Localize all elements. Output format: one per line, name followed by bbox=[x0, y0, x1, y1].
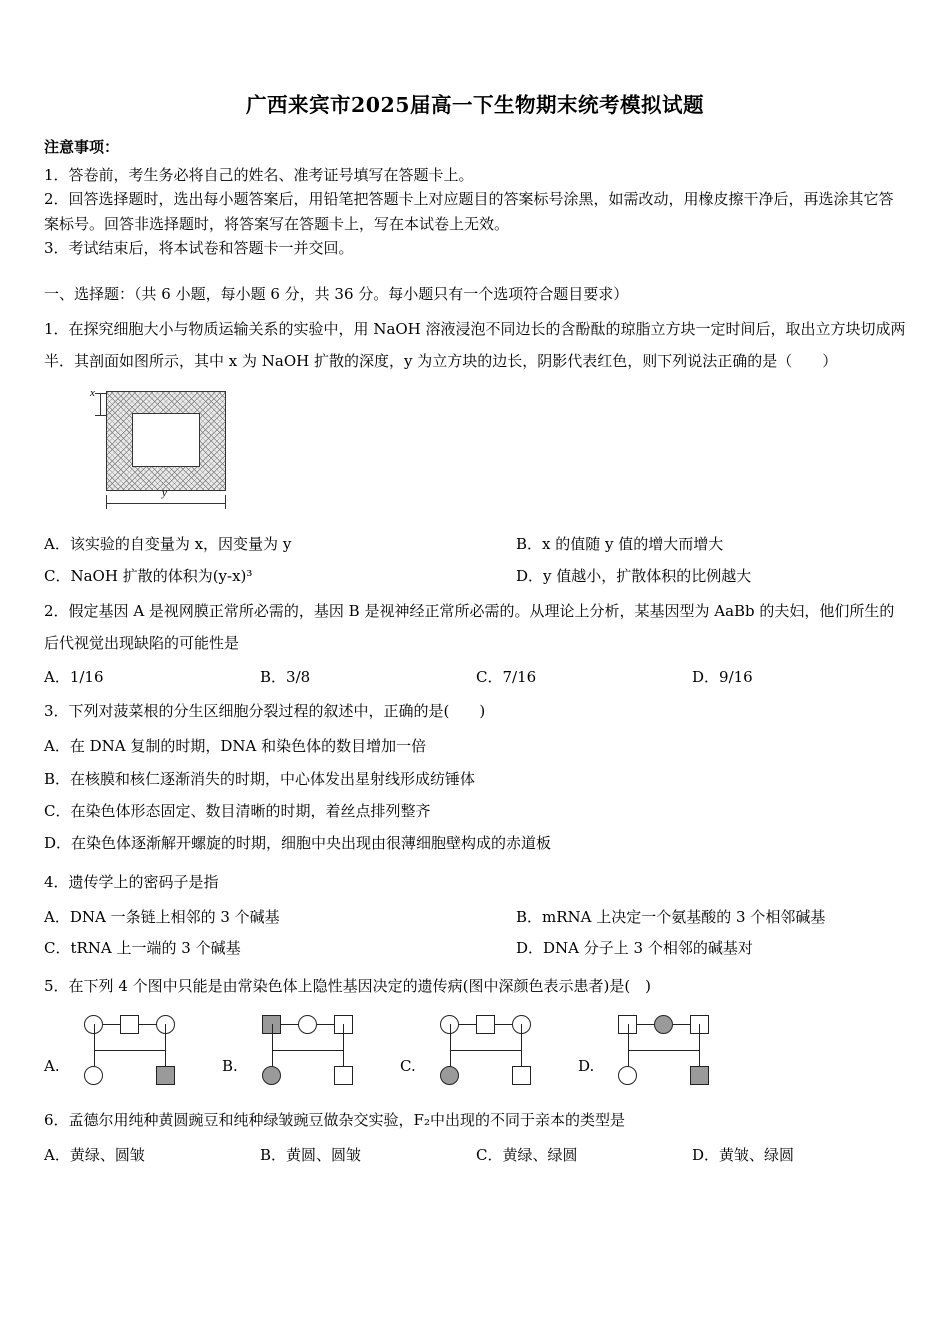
notice-item-2: 2．回答选择题时，选出每小题答案后，用铅笔把答题卡上对应题目的答案标号涂黑，如需改动，用橡皮擦干净后，再选涂其它答案标号。回答非选择题时，将答案写在答题卡上，写在本试卷上无效。 bbox=[44, 190, 894, 233]
ped-d-line-5 bbox=[628, 1050, 700, 1051]
question-4-stem: 遗传学上的密码子是指 bbox=[68, 873, 219, 892]
question-2-option-d: D．9/16 bbox=[692, 668, 753, 687]
ped-d-line-4 bbox=[699, 1024, 700, 1050]
ped-b-line-4 bbox=[343, 1024, 344, 1050]
question-2-number: 2． bbox=[44, 602, 69, 621]
question-4 bbox=[44, 869, 908, 895]
question-3-option-a: A．在 DNA 复制的时期，DNA 和染色体的数目增加一倍 bbox=[44, 737, 427, 756]
ped-c-female-affected bbox=[440, 1066, 459, 1085]
ped-a-line-7 bbox=[165, 1050, 166, 1066]
question-4-options bbox=[44, 902, 908, 965]
section-heading-choice: 一、选择题：（共 6 小题，每小题 6 分，共 36 分。每小题只有一个选项符合题目要求） bbox=[44, 285, 629, 304]
ped-b-line-2 bbox=[317, 1024, 334, 1025]
pedigree-b bbox=[254, 1013, 378, 1091]
question-1-options bbox=[44, 529, 908, 592]
pedigree-figures bbox=[44, 1013, 908, 1091]
question-2-option-a: A．1/16 bbox=[44, 668, 104, 687]
pedigree-d bbox=[610, 1013, 734, 1091]
ped-b-line-7 bbox=[343, 1050, 344, 1066]
pedigree-a bbox=[76, 1013, 200, 1091]
question-2-stem: 假定基因 A 是视网膜正常所必需的，基因 B 是视神经正常所必需的。从理论上分析，某基因型为 AaBb 的夫妇，他们所生的后代视觉出现缺陷的可能性是 bbox=[44, 602, 895, 652]
ped-b-line-6 bbox=[272, 1050, 273, 1066]
question-6-number: 6． bbox=[44, 1110, 69, 1129]
ped-b-line-3 bbox=[272, 1024, 273, 1050]
question-5-stem: 在下列 4 个图中只能是由常染色体上隐性基因决定的遗传病(图中深颜色表示患者)是( ) bbox=[68, 976, 652, 995]
question-4-option-c: C．tRNA 上一端的 3 个碱基 bbox=[44, 939, 241, 958]
ped-d-line-2 bbox=[673, 1024, 690, 1025]
ped-c-male-1 bbox=[476, 1015, 495, 1034]
ped-a-male-1 bbox=[120, 1015, 139, 1034]
question-4-number: 4． bbox=[44, 873, 69, 892]
ped-a-line-6 bbox=[94, 1050, 95, 1066]
question-6-option-d: D．黄皱、绿圆 bbox=[692, 1146, 795, 1165]
question-1-number: 1． bbox=[44, 320, 69, 339]
x-arrow bbox=[100, 393, 101, 415]
ped-d-line-1 bbox=[637, 1024, 654, 1025]
pedigree-c-label: C. bbox=[400, 1056, 416, 1075]
question-4-option-d: D．DNA 分子上 3 个相邻的碱基对 bbox=[516, 939, 753, 958]
ped-b-female-affected bbox=[262, 1066, 281, 1085]
ped-d-line-6 bbox=[628, 1050, 629, 1066]
question-1-option-a: A．该实验的自变量为 x，因变量为 y bbox=[44, 535, 292, 554]
ped-c-line-4 bbox=[521, 1024, 522, 1050]
ped-c-male-2 bbox=[512, 1066, 531, 1085]
ped-d-male-affected bbox=[690, 1066, 709, 1085]
question-2-option-c: C．7/16 bbox=[476, 668, 537, 687]
question-3-option-d: D．在染色体逐渐解开螺旋的时期，细胞中央出现由很薄细胞壁构成的赤道板 bbox=[44, 834, 552, 853]
ped-c-line-3 bbox=[450, 1024, 451, 1050]
ped-b-male-2 bbox=[334, 1066, 353, 1085]
question-3-number: 3． bbox=[44, 702, 69, 721]
ped-c-line-6 bbox=[450, 1050, 451, 1066]
ped-c-line-5 bbox=[450, 1050, 522, 1051]
pedigree-d-label: D. bbox=[578, 1056, 595, 1075]
ped-a-line-2 bbox=[139, 1024, 156, 1025]
ped-c-line-1 bbox=[459, 1024, 476, 1025]
pedigree-b-label: B. bbox=[222, 1056, 238, 1075]
agar-cube-diagram bbox=[78, 387, 268, 517]
figure-y-label: y bbox=[162, 487, 167, 500]
pedigree-a-label: A. bbox=[44, 1056, 60, 1075]
question-4-option-b: B．mRNA 上决定一个氨基酸的 3 个相邻碱基 bbox=[516, 907, 826, 926]
ped-d-line-7 bbox=[699, 1050, 700, 1066]
question-1-option-d: D．y 值越小，扩散体积的比例越大 bbox=[516, 566, 752, 585]
ped-a-line-1 bbox=[103, 1024, 120, 1025]
question-2-options bbox=[44, 661, 908, 694]
question-6-option-c: C．黄绿、绿圆 bbox=[476, 1146, 578, 1165]
question-6-option-b: B．黄圆、圆皱 bbox=[260, 1146, 362, 1165]
question-1-option-c: C．NaOH 扩散的体积为(y-x)³ bbox=[44, 566, 253, 585]
question-6 bbox=[44, 1107, 908, 1133]
question-4-option-a: A．DNA 一条链上相邻的 3 个碱基 bbox=[44, 907, 280, 926]
y-measure-line bbox=[106, 503, 226, 504]
notice-list bbox=[44, 163, 908, 260]
question-6-stem: 孟德尔用纯种黄圆豌豆和纯种绿皱豌豆做杂交实验，F₂中出现的不同于亲本的类型是 bbox=[68, 1110, 625, 1129]
question-6-option-a: A．黄绿、圆皱 bbox=[44, 1146, 145, 1165]
y-tick-right bbox=[225, 495, 226, 509]
question-1 bbox=[44, 314, 908, 377]
question-3-option-c: C．在染色体形态固定、数目清晰的时期，着丝点排列整齐 bbox=[44, 801, 431, 820]
ped-c-line-2 bbox=[495, 1024, 512, 1025]
ped-a-male-affected bbox=[156, 1066, 175, 1085]
page-title: 广西来宾市2025届高一下生物期末统考模拟试题 bbox=[245, 93, 705, 117]
notice-heading: 注意事项： bbox=[44, 138, 120, 156]
ped-a-line-4 bbox=[165, 1024, 166, 1050]
y-tick-left bbox=[106, 495, 107, 509]
x-tick-bottom bbox=[95, 415, 106, 416]
ped-c-line-7 bbox=[521, 1050, 522, 1066]
agar-cube-inner bbox=[132, 413, 200, 467]
question-1-stem: 在探究细胞大小与物质运输关系的实验中，用 NaOH 溶液浸泡不同边长的含酚酞的琼脂立方块一定时间后，取出立方块切成两半．其剖面如图所示，其中 x 为 NaOH 扩散的深度，y 为立方块的边长，阴影代表红色，则下列说法正确的是（ ） bbox=[44, 320, 906, 370]
ped-a-line-3 bbox=[94, 1024, 95, 1050]
notice-item-3: 3．考试结束后，将本试卷和答题卡一并交回。 bbox=[44, 238, 354, 257]
question-3 bbox=[44, 698, 908, 724]
question-3-options bbox=[42, 730, 908, 859]
question-2 bbox=[44, 596, 908, 659]
question-5 bbox=[44, 973, 908, 999]
ped-d-female-1 bbox=[618, 1066, 637, 1085]
ped-d-female-affected bbox=[654, 1015, 673, 1034]
pedigree-c bbox=[432, 1013, 556, 1091]
ped-b-line-1 bbox=[281, 1024, 298, 1025]
question-1-option-b: B．x 的值随 y 值的增大而增大 bbox=[516, 535, 724, 554]
notice-item-1: 1．答卷前，考生务必将自己的姓名、准考证号填写在答题卡上。 bbox=[44, 166, 474, 184]
figure-x-label: x bbox=[90, 387, 95, 400]
ped-b-line-5 bbox=[272, 1050, 344, 1051]
ped-a-line-5 bbox=[94, 1050, 166, 1051]
question-3-stem: 下列对菠菜根的分生区细胞分裂过程的叙述中，正确的是( ) bbox=[68, 702, 486, 721]
ped-a-female-3 bbox=[84, 1066, 103, 1085]
question-6-options bbox=[44, 1139, 908, 1172]
question-3-option-b: B．在核膜和核仁逐渐消失的时期，中心体发出星射线形成纺锤体 bbox=[44, 769, 476, 788]
question-2-option-b: B．3/8 bbox=[260, 668, 311, 687]
question-5-number: 5． bbox=[44, 976, 69, 995]
ped-b-female-1 bbox=[298, 1015, 317, 1034]
ped-d-line-3 bbox=[628, 1024, 629, 1050]
